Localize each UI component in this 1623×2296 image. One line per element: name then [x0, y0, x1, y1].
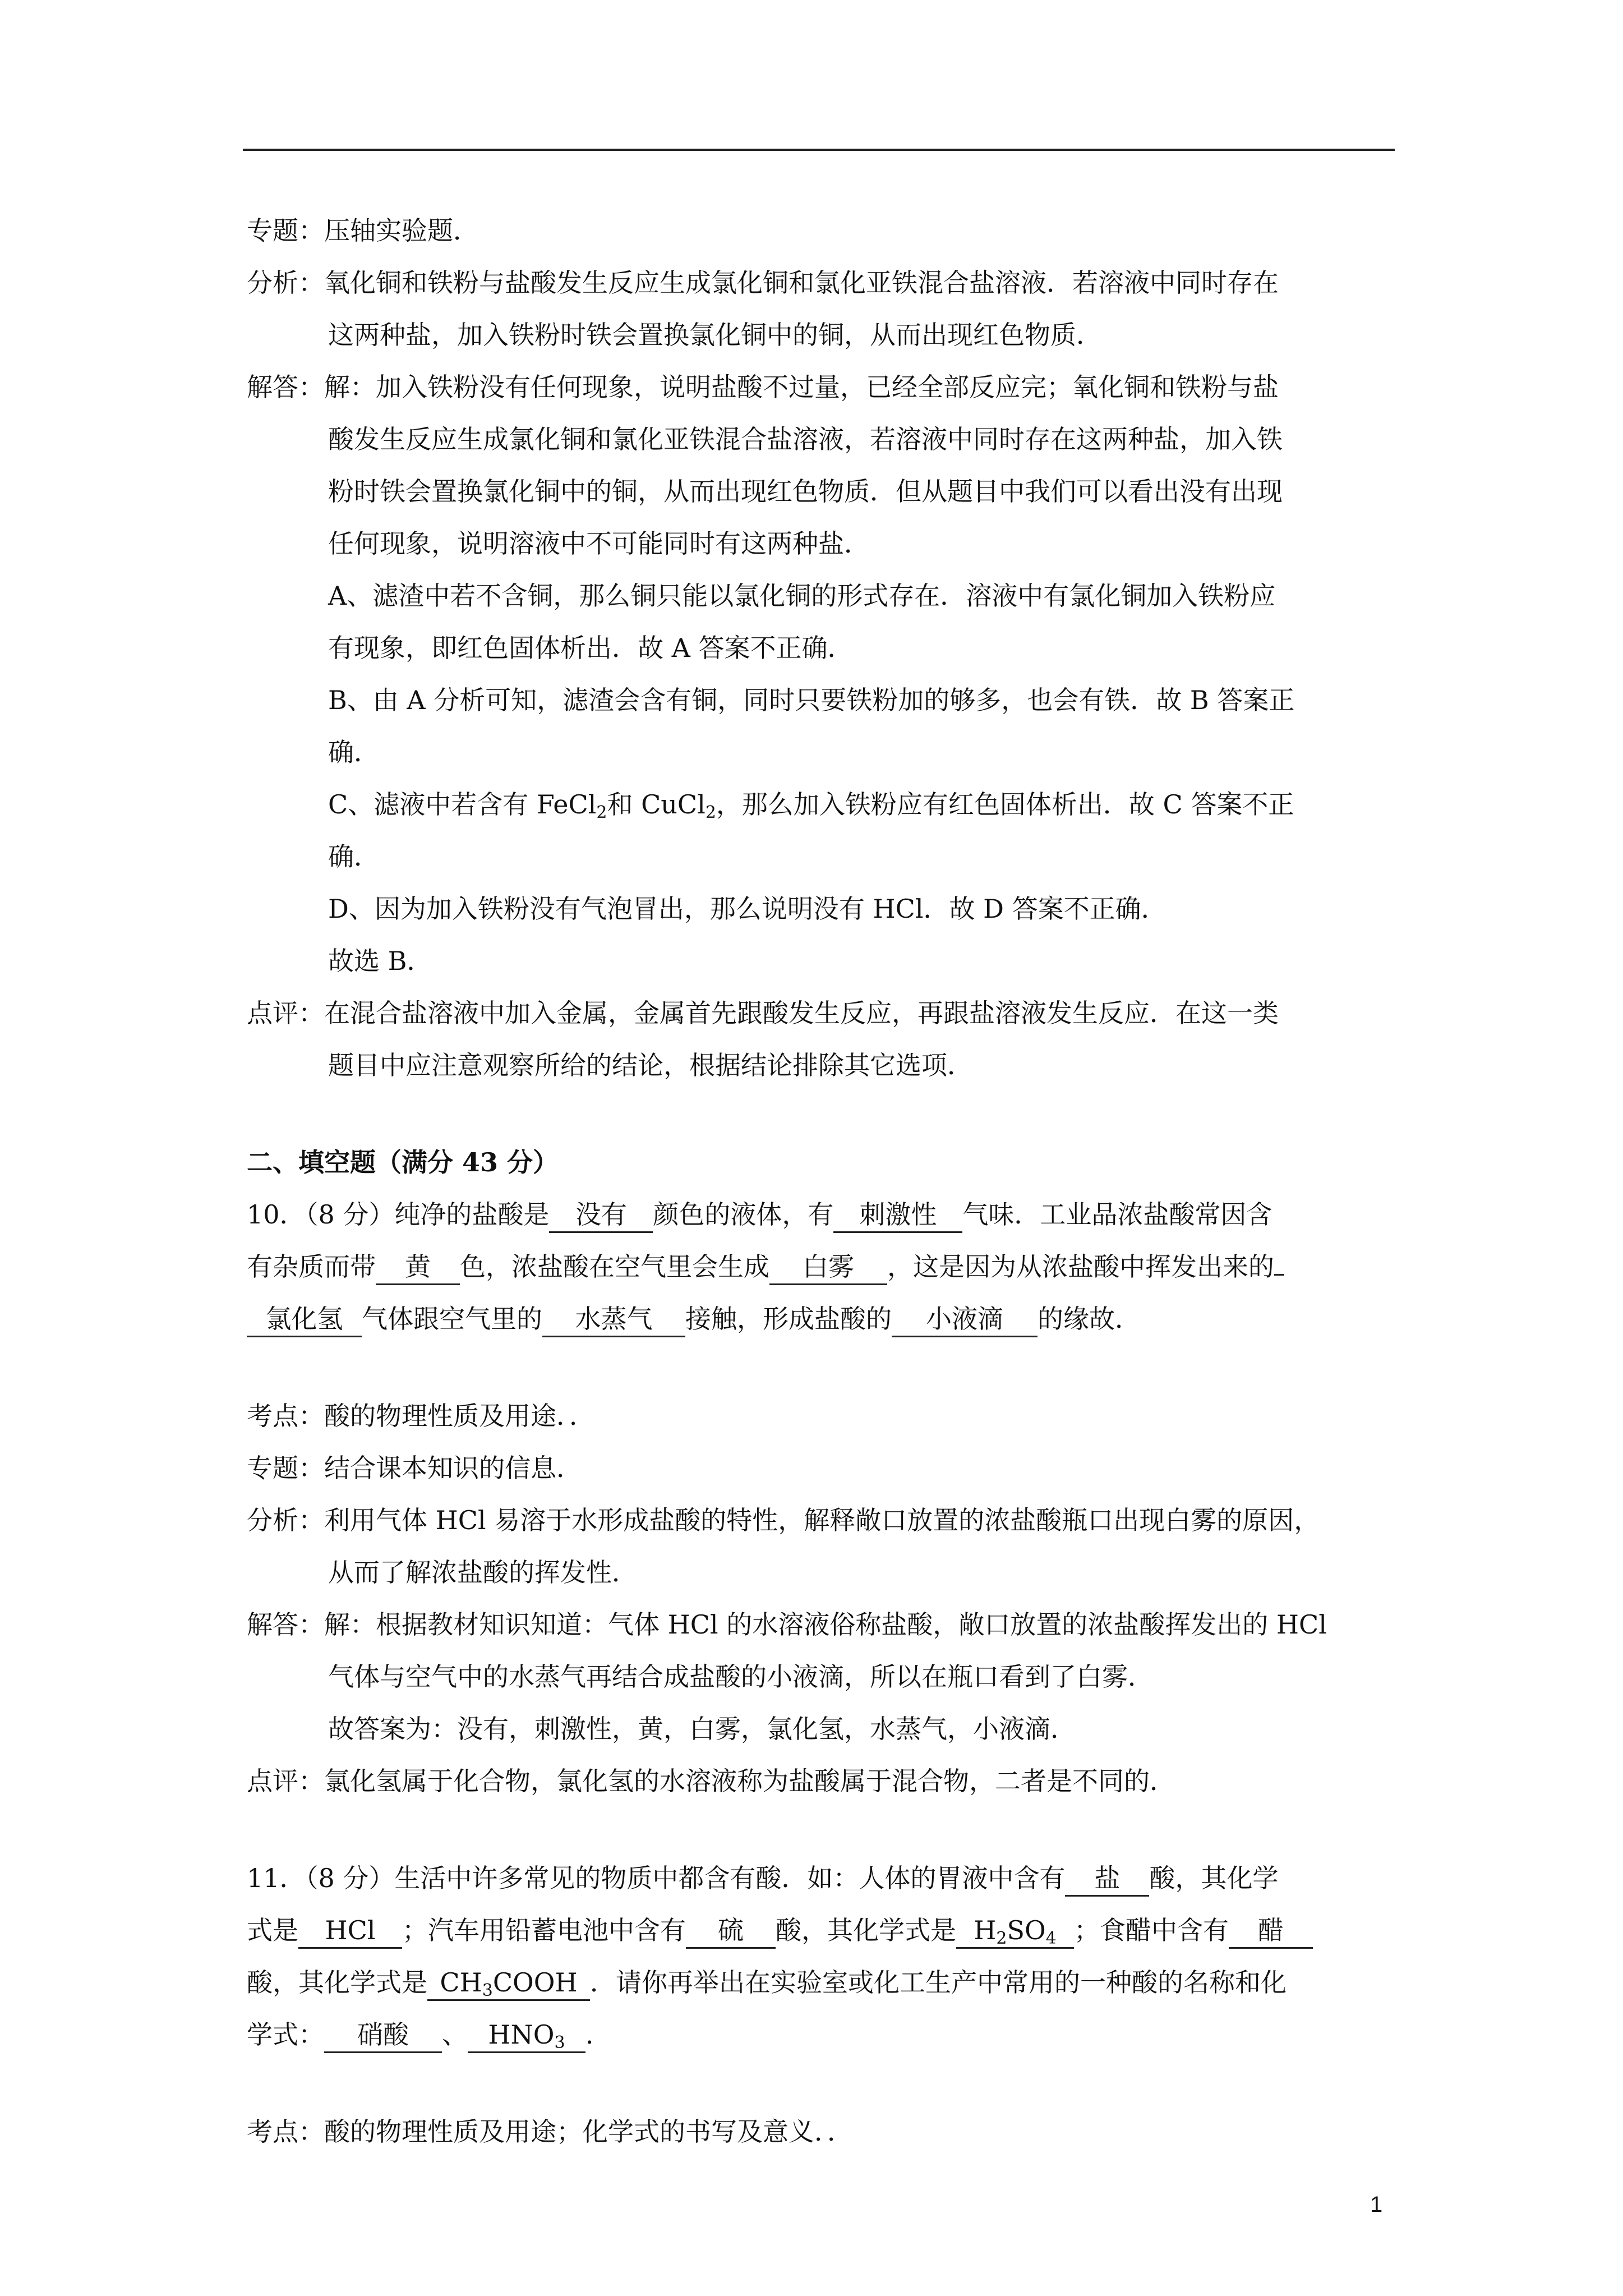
answer-blank: 白雾: [769, 1250, 887, 1285]
q10-stem-line: [247, 1293, 1396, 1345]
q11-stem-line: [247, 2009, 1396, 2061]
spacer: [247, 1092, 1396, 1137]
header-rule: [243, 149, 1395, 151]
spacer: [247, 2061, 1396, 2106]
q10-text: 接触，形成盐酸的: [685, 1304, 892, 1334]
page-content: [247, 205, 1396, 2158]
q10-text: 有杂质而带: [247, 1251, 376, 1282]
q10-text: 颜色的液体，有: [653, 1199, 834, 1230]
formula-part: HNO: [488, 2019, 555, 2050]
q9-solution-line: 酸发生反应生成氯化铜和氯化亚铁混合盐溶液，若溶液中同时存在这两种盐，加入铁: [328, 424, 1283, 454]
q11-text: 、: [442, 2019, 468, 2050]
q10-text: 的缘故．: [1038, 1304, 1141, 1334]
q11-stem-line: [247, 1957, 1396, 2009]
answer-blank: 氯化氢: [247, 1302, 362, 1337]
q9-option-a-line: A、滤渣中若不含铜，那么铜只能以氯化铜的形式存在．溶液中有氯化铜加入铁粉应: [328, 581, 1276, 611]
q10-stem-line: [247, 1241, 1396, 1293]
q9-solution-line: 任何现象，说明溶液中不可能同时有这两种盐．: [328, 528, 870, 559]
q10-stem-line: [247, 1189, 1396, 1241]
answer-blank: 硫: [686, 1913, 776, 1949]
q9-choice-line: 故选 B．: [328, 946, 433, 976]
answer-blank: 刺激性: [833, 1198, 962, 1233]
q10-analysis-line: 从而了解浓盐酸的挥发性．: [328, 1557, 638, 1588]
answer-blank: 黄: [376, 1250, 460, 1285]
q11-text: 酸，其化学式是: [247, 1967, 427, 1998]
section-heading: 二、填空题（满分 43 分）: [247, 1147, 559, 1177]
q10-solution-line: 解答：解：根据教材知识知道：气体 HCl 的水溶液俗称盐酸，敞口放置的浓盐酸挥发出的 HCl: [247, 1609, 1327, 1640]
q10-text: 气体跟空气里的: [362, 1304, 542, 1334]
answer-blank: 水蒸气: [542, 1302, 685, 1337]
answer-blank: HCl: [298, 1913, 402, 1949]
formula-part: H: [974, 1915, 997, 1945]
q9-analysis-line: 分析：氧化铜和铁粉与盐酸发生反应生成氯化铜和氯化亚铁混合盐溶液．若溶液中同时存在: [247, 268, 1279, 298]
q9-comment-line: 题目中应注意观察所给的结论，根据结论排除其它选项．: [328, 1050, 973, 1080]
q9-option-a-line: 有现象，即红色固体析出．故 A 答案不正确．: [328, 633, 854, 663]
q9-topic-line: 专题：压轴实验题．: [247, 215, 479, 246]
q10-topic-line: 专题：结合课本知识的信息．: [247, 1453, 582, 1483]
q11-stem-line: [247, 1904, 1396, 1957]
q10-text: 气味．工业品浓盐酸常因含: [962, 1199, 1272, 1230]
q9-c-text: C、滤液中若含有 FeCl: [328, 789, 597, 820]
q11-stem-line: [247, 1852, 1396, 1904]
q9-solution-line: 解答：解：加入铁粉没有任何现象，说明盐酸不过量，已经全部反应完；氧化铜和铁粉与盐: [247, 372, 1279, 402]
subscript: 2: [596, 803, 607, 822]
q10-analysis-line: 分析：利用气体 HCl 易溶于水形成盐酸的特性，解释敞口放置的浓盐酸瓶口出现白雾的原因，: [247, 1505, 1320, 1535]
subscript: 3: [554, 2033, 565, 2053]
q9-option-b-line: B、由 A 分析可知，滤渣会含有铜，同时只要铁粉加的够多，也会有铁．故 B 答案正: [328, 685, 1295, 715]
subscript: 2: [705, 803, 716, 822]
formula-part: COOH: [492, 1967, 578, 1998]
q11-text: 学式：: [247, 2019, 324, 2050]
subscript: 3: [482, 1981, 493, 2000]
q10-answer-line: 故答案为：没有，刺激性，黄，白雾，氯化氢，水蒸气，小液滴．: [328, 1714, 1076, 1744]
answer-blank: 没有: [549, 1198, 653, 1233]
answer-blank: [1274, 1274, 1284, 1276]
q11-point-line: 考点：酸的物理性质及用途；化学式的书写及意义．．: [247, 2116, 853, 2147]
q10-text: ，这是因为从浓盐酸中挥发出来的: [887, 1251, 1274, 1282]
q11-text: ．请你再举出在实验室或化工生产中常用的一种酸的名称和化: [590, 1967, 1287, 1998]
q9-option-c-line: 确．: [328, 841, 380, 872]
q11-text: ；食醋中含有: [1074, 1915, 1229, 1945]
answer-blank: [468, 2018, 585, 2053]
answer-blank: 醋: [1229, 1913, 1313, 1949]
q11-text: ；汽车用铅蓄电池中含有: [402, 1915, 686, 1945]
q11-text: 酸，其化学式是: [776, 1915, 956, 1945]
q10-text: 色，浓盐酸在空气里会生成: [460, 1251, 769, 1282]
answer-blank: 硝酸: [324, 2018, 442, 2053]
q9-option-b-line: 确．: [328, 737, 380, 767]
answer-blank: [956, 1913, 1074, 1949]
q10-solution-line: 气体与空气中的水蒸气再结合成盐酸的小液滴，所以在瓶口看到了白雾．: [328, 1662, 1154, 1692]
q11-text: 酸，其化学: [1149, 1863, 1279, 1893]
q9-option-c-line: [247, 779, 1396, 831]
q10-text: 10．（8 分）纯净的盐酸是: [247, 1199, 550, 1230]
answer-blank: 盐: [1065, 1861, 1149, 1897]
q11-text: ．: [585, 2019, 611, 2050]
q9-option-d-line: D、因为加入铁粉没有气泡冒出，那么说明没有 HCl．故 D 答案不正确．: [328, 894, 1167, 924]
q10-comment-line: 点评：氯化氢属于化合物，氯化氢的水溶液称为盐酸属于混合物，二者是不同的．: [247, 1766, 1175, 1796]
q9-c-text: 和 CuCl: [607, 789, 706, 820]
answer-blank: [427, 1966, 590, 2001]
spacer: [247, 1345, 1396, 1390]
q10-point-line: 考点：酸的物理性质及用途．．: [247, 1401, 595, 1431]
subscript: 2: [996, 1929, 1007, 1948]
answer-blank: 小液滴: [892, 1302, 1038, 1337]
q9-comment-line: 点评：在混合盐溶液中加入金属，金属首先跟酸发生反应，再跟盐溶液发生反应．在这一类: [247, 998, 1279, 1028]
q11-text: 式是: [247, 1915, 298, 1945]
q9-solution-line: 粉时铁会置换氯化铜中的铜，从而出现红色物质．但从题目中我们可以看出没有出现: [328, 476, 1283, 507]
subscript: 4: [1045, 1929, 1057, 1948]
q11-text: 11．（8 分）生活中许多常见的物质中都含有酸．如：人体的胃液中含有: [247, 1863, 1066, 1893]
formula-part: SO: [1007, 1915, 1046, 1945]
q9-c-text: ，那么加入铁粉应有红色固体析出．故 C 答案不正: [716, 789, 1294, 820]
q9-analysis-line: 这两种盐，加入铁粉时铁会置换氯化铜中的铜，从而出现红色物质．: [328, 320, 1102, 350]
formula-part: CH: [440, 1967, 482, 1998]
page-number: 1: [1370, 2192, 1383, 2217]
spacer: [247, 1807, 1396, 1852]
